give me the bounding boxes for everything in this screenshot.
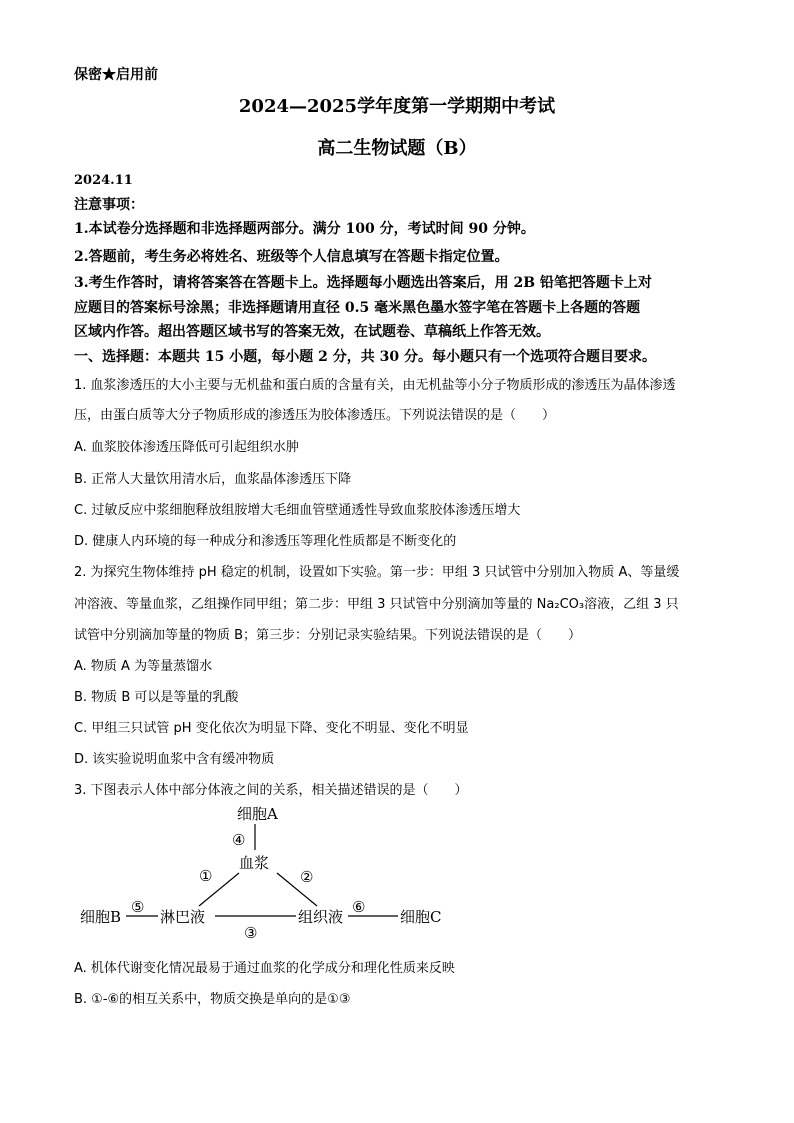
q2-option-b: B. 物质 B 可以是等量的乳酸 [74,690,239,705]
notice-item-2: 2.答题前，考生务必将姓名、班级等个人信息填写在答题卡指定位置。 [74,249,509,265]
q2-option-a: A. 物质 A 为等量蒸馏水 [74,659,213,674]
q3-stem: 3. 下图表示人体中部分体液之间的关系，相关描述错误的是（ ） [74,783,468,798]
q1-option-b: B. 正常人大量饮用清水后，血浆晶体渗透压下降 [74,472,352,487]
q1-option-c: C. 过敏反应中浆细胞释放组胺增大毛细血管壁通透性导致血浆胶体渗透压增大 [74,503,521,518]
q3-option-b: B. ①-⑥的相互关系中，物质交换是单向的是①③ [74,992,351,1007]
marker-5: ⑤ [131,898,145,916]
plasma-label: 血浆 [239,854,270,872]
cell-b-label: 细胞B [80,908,122,926]
q3-option-a: A. 机体代谢变化情况最易于通过血浆的化学成分和理化性质来反映 [74,961,455,976]
marker-1: ① [199,867,213,885]
q2-option-d: D. 该实验说明血浆中含有缓冲物质 [74,752,275,767]
q2-option-c: C. 甲组三只试管 pH 变化依次为明显下降、变化不明显、变化不明显 [74,721,469,736]
exam-date: 2024.11 [74,173,133,188]
q1-option-d: D. 健康人内环境的每一种成分和渗透压等理化性质都是不断变化的 [74,534,457,549]
marker-2: ② [300,868,314,886]
tissue-fluid-label: 组织液 [298,908,344,926]
cell-a-label: 细胞A [237,805,278,823]
subject-title: 高二生物试题（B） [317,138,477,159]
q1-stem-line-1: 1. 血浆渗透压的大小主要与无机盐和蛋白质的含量有关，由无机盐等小分子物质形成的渗透压为晶体渗透 [74,378,676,393]
notice-item-3-line-3: 区域内作答。超出答题区域书写的答案无效，在试题卷、草稿纸上作答无效。 [74,324,550,340]
q2-stem-line-2: 冲溶液、等量血浆，乙组操作同甲组；第二步：甲组 3 只试管中分别滴加等量的 Na₂CO₃溶液，乙组 3 只 [74,597,679,612]
lymph-label: 淋巴液 [160,908,206,926]
body-fluid-diagram [74,800,474,945]
confidential-mark: 保密★启用前 [74,67,158,83]
q1-stem-line-2: 压，由蛋白质等大分子物质形成的渗透压为胶体渗透压。下列说法错误的是（ ） [74,408,556,423]
q2-stem-line-1: 2. 为探究生物体维持 pH 稳定的机制，设置如下实验。第一步：甲组 3 只试管中分别加入物质 A、等量缓 [74,565,680,580]
marker-6: ⑥ [352,898,366,916]
section-1-heading: 一、选择题：本题共 15 小题，每小题 2 分，共 30 分。每小题只有一个选项符合题目要求。 [74,349,656,365]
notice-heading: 注意事项： [74,197,144,213]
q2-stem-line-3: 试管中分别滴加等量的物质 B；第三步：分别记录实验结果。下列说法错误的是（ ） [74,628,582,643]
cell-c-label: 细胞C [400,908,442,926]
notice-item-1: 1.本试卷分选择题和非选择题两部分。满分 100 分，考试时间 90 分钟。 [74,221,535,237]
exam-title: 2024—2025学年度第一学期期中考试 [238,96,556,117]
q1-option-a: A. 血浆胶体渗透压降低可引起组织水肿 [74,440,299,455]
marker-4: ④ [232,831,246,849]
notice-item-3-line-2: 应题目的答案标号涂黑；非选择题请用直径 0.5 毫米黑色墨水签字笔在答题卡上各题的答题 [74,300,641,316]
notice-item-3-line-1: 3.考生作答时，请将答案答在答题卡上。选择题每小题选出答案后，用 2B 铅笔把答题卡上对 [74,275,652,291]
marker-3: ③ [244,924,258,942]
